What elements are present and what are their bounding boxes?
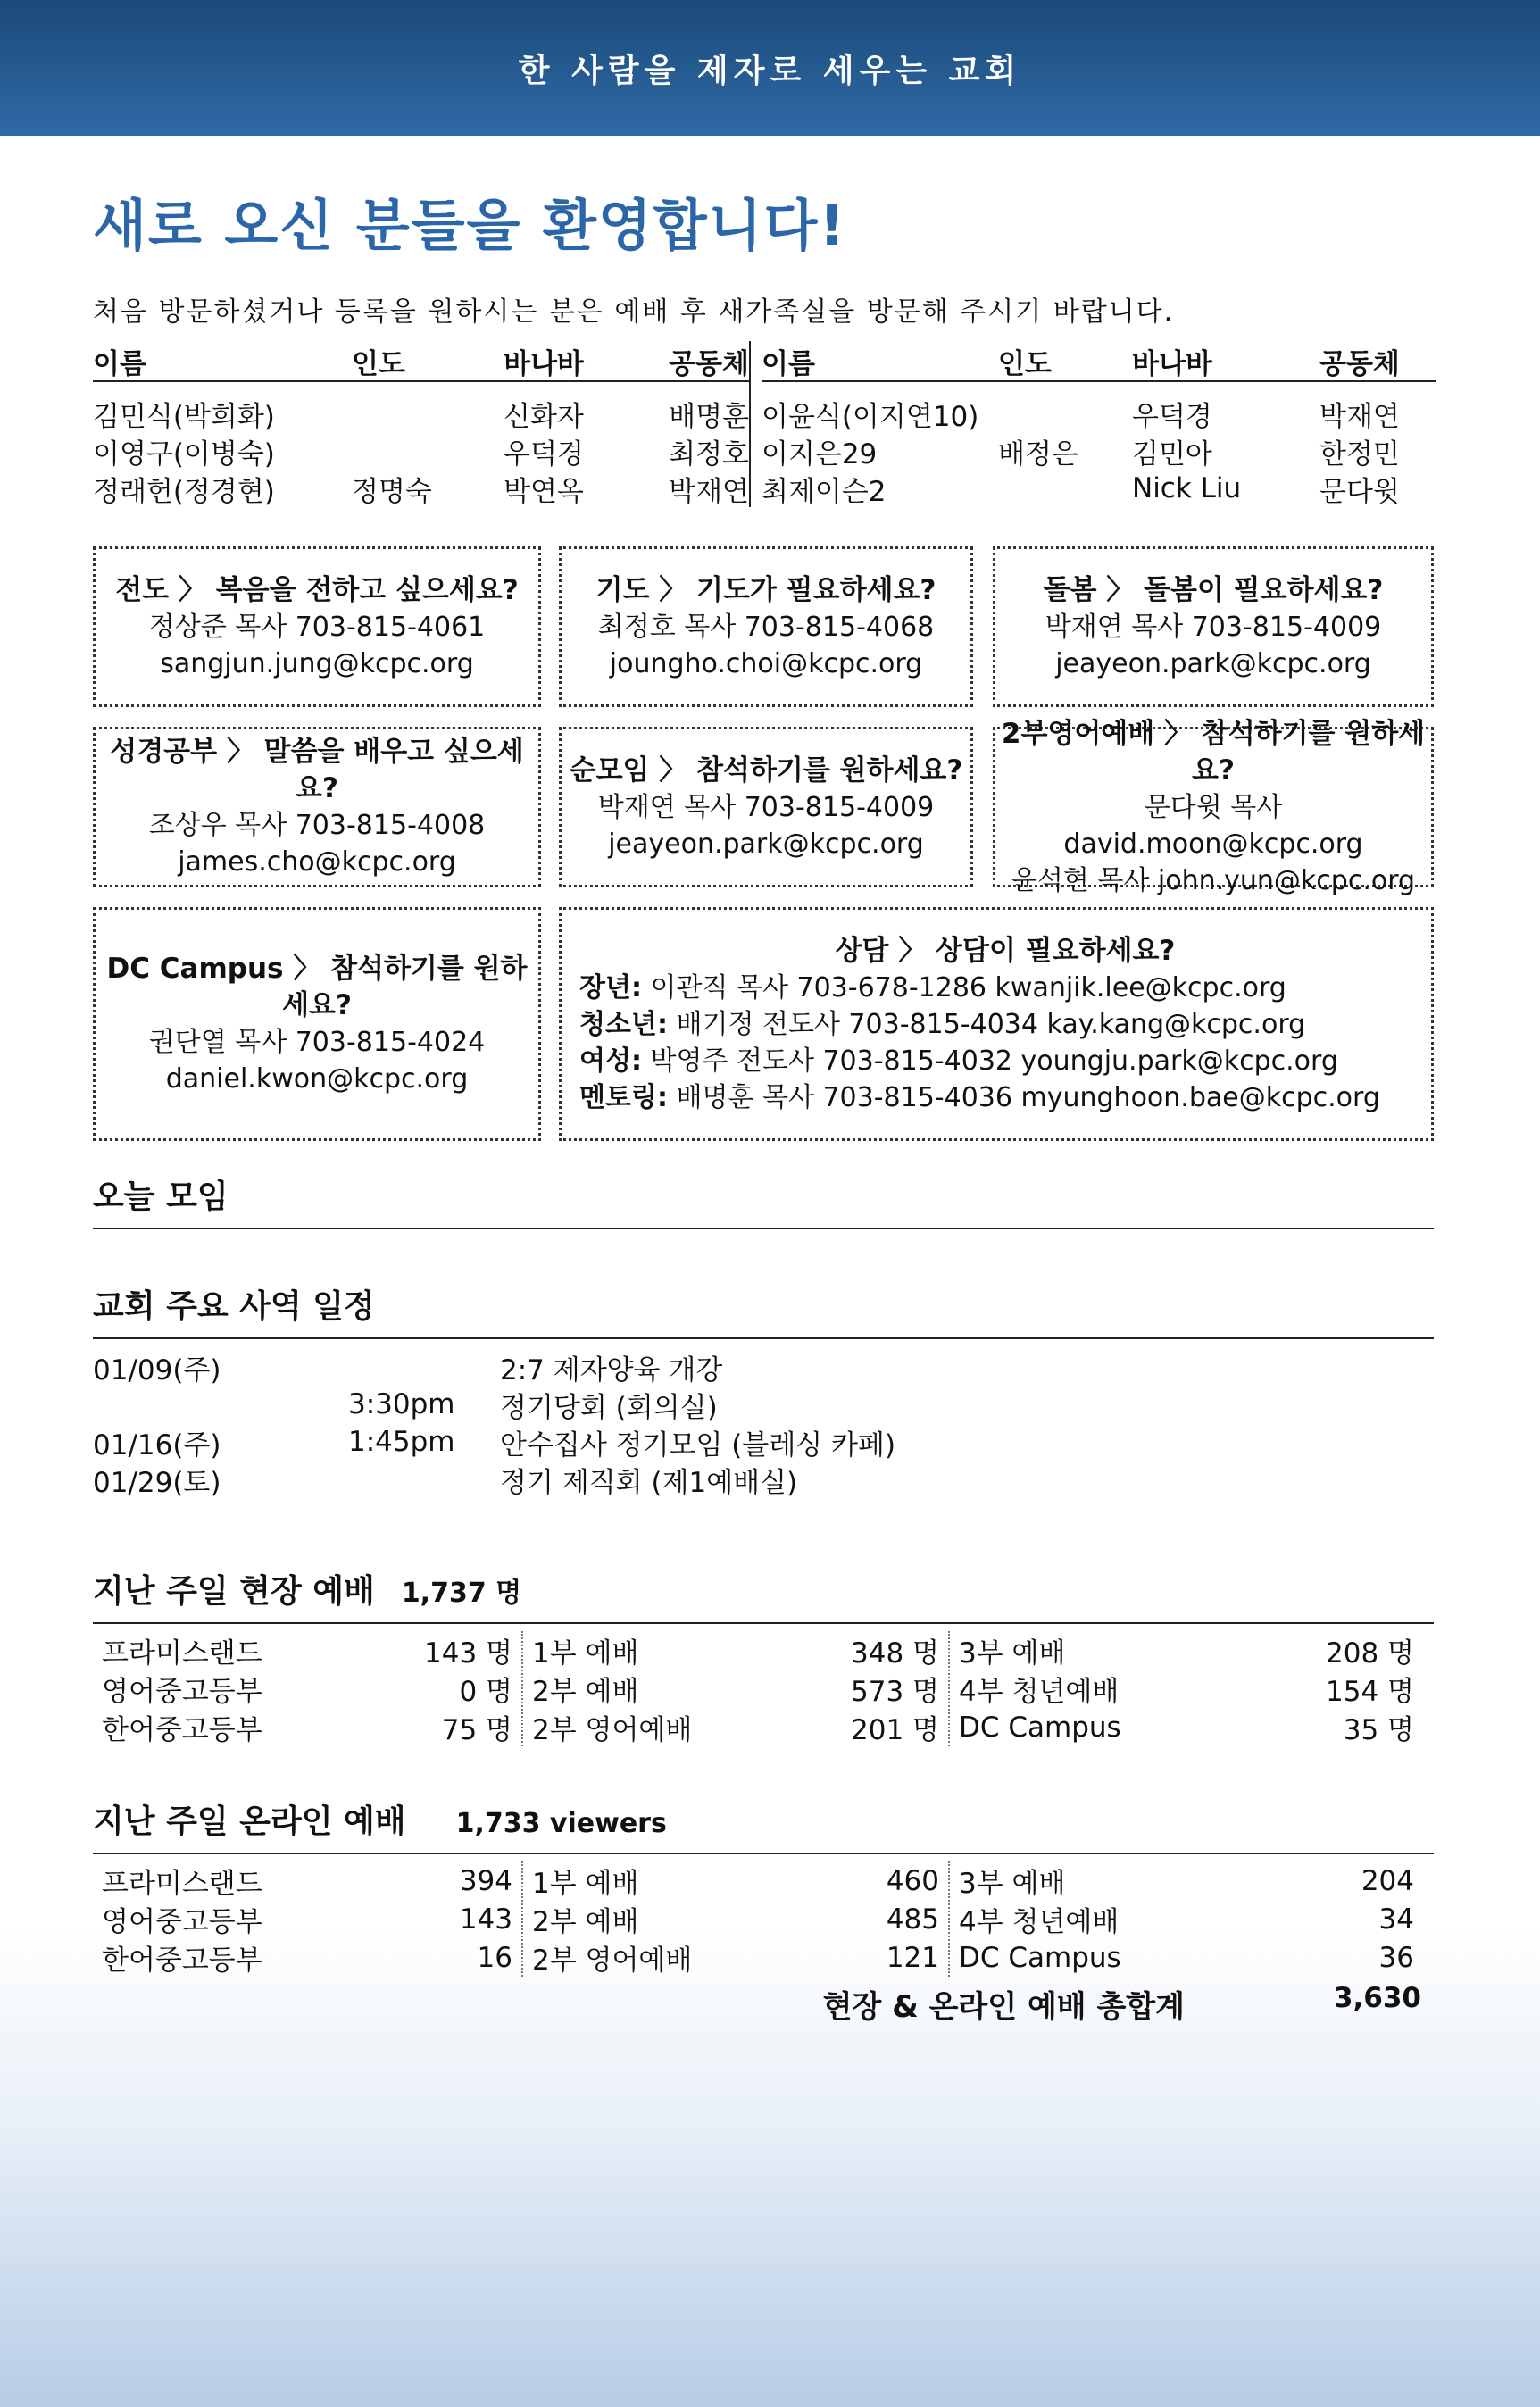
box-email[interactable]: joungho.choi@kcpc.org — [609, 647, 923, 679]
stat-label: DC Campus — [959, 1711, 1121, 1744]
onsite-stats — [93, 1631, 1434, 1746]
schedule-row — [93, 1423, 1434, 1461]
stat-value: 35 명 — [1343, 1714, 1414, 1746]
stat-value: 36 — [1378, 1941, 1414, 1974]
table-row — [93, 395, 749, 432]
cell: 정명숙 — [352, 475, 432, 508]
onsite-title: 지난 주일 현장 예배 — [93, 1573, 375, 1610]
stat-label: 프라미스랜드 — [102, 1637, 262, 1670]
schedule-row — [93, 1386, 1434, 1423]
cell-group-box — [559, 727, 973, 887]
stat-value: 201 명 — [851, 1714, 939, 1746]
stat-value: 154 명 — [1326, 1676, 1414, 1708]
box-title: DC Campus 〉 참석하기를 원하세요? — [106, 953, 528, 1021]
cell: 우덕경 — [504, 437, 584, 471]
stat-label: DC Campus — [959, 1941, 1121, 1974]
counsel-row — [579, 1079, 1431, 1116]
english-service-box — [993, 717, 1434, 896]
schedule-row — [93, 1348, 1434, 1386]
stat-label: 4부 청년예배 — [959, 1676, 1120, 1708]
onsite-section — [93, 1566, 1434, 1746]
bible-study-box — [93, 727, 541, 887]
stat-label: 3부 예배 — [959, 1868, 1066, 1900]
col-guide: 인도 — [998, 347, 1052, 380]
newcomer-table-left — [93, 341, 751, 507]
stat-row — [959, 1861, 1414, 1900]
cell: 이지은29 — [762, 437, 878, 471]
box-email[interactable]: sangjun.jung@kcpc.org — [160, 647, 474, 679]
welcome-intro: 처음 방문하셨거나 등록을 원하시는 분은 예배 후 새가족실을 방문해 주시기 바랍니다. — [93, 296, 1175, 328]
welcome-title: 새로 오신 분들을 환영합니다! — [93, 193, 846, 258]
stat-row — [959, 1938, 1414, 1977]
stat-column — [93, 1631, 521, 1746]
counsel-text: 이관직 목사 703-678-1286 kwanjik.lee@kcpc.org — [650, 971, 1286, 1004]
cell: 한정민 — [1319, 437, 1400, 471]
cell: 문다윗 — [1319, 475, 1400, 508]
sched-event: 정기 제직회 (제1예배실) — [500, 1466, 798, 1499]
ministry-boxes — [93, 546, 1434, 1171]
box-title: 순모임 〉 참석하기를 원하세요? — [569, 754, 963, 787]
box-contact: 박재연 목사 703-815-4009 — [597, 791, 935, 823]
box-title: 돌봄 〉 돌봄이 필요하세요? — [1043, 573, 1384, 606]
stat-value: 0 명 — [459, 1676, 512, 1708]
care-box — [993, 546, 1434, 707]
col-name: 이름 — [762, 347, 815, 380]
stat-column — [93, 1861, 521, 1977]
stat-row — [532, 1938, 939, 1977]
schedule-list — [93, 1348, 1434, 1498]
section-title — [93, 1566, 1434, 1624]
dc-campus-box — [93, 907, 541, 1141]
section-title: 오늘 모임 — [93, 1171, 1434, 1229]
stat-value: 121 — [886, 1941, 939, 1974]
stat-label: 2부 예배 — [532, 1676, 639, 1708]
section-title — [93, 1796, 1434, 1854]
stat-row — [959, 1900, 1414, 1938]
stat-value: 34 — [1378, 1903, 1414, 1936]
cell: 박재연 — [669, 475, 749, 508]
stat-label: 영어중고등부 — [102, 1676, 262, 1708]
stat-value: 143 명 — [424, 1637, 512, 1670]
box-contact: 권단열 목사 703-815-4024 — [148, 1027, 486, 1058]
box-title: 상담 〉 상담이 필요하세요? — [835, 934, 1176, 967]
stat-row — [959, 1708, 1414, 1746]
stat-row — [532, 1708, 939, 1746]
online-total: 1,733 viewers — [455, 1808, 667, 1839]
sched-time: 1:45pm — [348, 1426, 455, 1458]
col-community: 공동체 — [669, 347, 749, 380]
stat-value: 573 명 — [851, 1676, 939, 1708]
box-title: 2부영어예배 〉 참석하기를 원하세요? — [1001, 717, 1426, 787]
stat-row — [102, 1900, 512, 1938]
stat-column — [521, 1861, 950, 1977]
stat-label: 2부 영어예배 — [532, 1714, 693, 1746]
cell: 우덕경 — [1132, 400, 1212, 433]
header-banner — [0, 0, 1540, 136]
stat-row — [959, 1670, 1414, 1708]
stat-column — [950, 1631, 1423, 1746]
stat-value: 394 — [459, 1864, 512, 1897]
grand-total-label: 현장 & 온라인 예배 총합계 — [822, 1989, 1185, 2025]
stat-label: 한어중고등부 — [102, 1714, 262, 1746]
counseling-box — [559, 907, 1434, 1141]
col-guide: 인도 — [352, 347, 405, 380]
stat-row — [532, 1670, 939, 1708]
stat-row — [102, 1670, 512, 1708]
col-community: 공동체 — [1319, 347, 1400, 380]
counsel-label: 청소년: — [579, 1008, 668, 1040]
cell: 배명훈 — [669, 400, 749, 433]
sched-date: 01/16(주) — [93, 1428, 221, 1462]
schedule-section — [93, 1281, 1434, 1498]
col-barnabas: 바나바 — [504, 347, 584, 380]
newcomer-table — [93, 341, 1434, 507]
stat-column — [950, 1861, 1423, 1977]
stat-value: 460 — [886, 1864, 939, 1897]
box-title: 기도 〉 기도가 필요하세요? — [595, 573, 936, 606]
stat-label: 프라미스랜드 — [102, 1868, 262, 1900]
table-row — [762, 470, 1436, 507]
sched-date: 01/29(토) — [93, 1466, 221, 1499]
cell: 김민식(박희화) — [93, 400, 275, 433]
sched-event: 2:7 제자양육 개강 — [500, 1353, 723, 1387]
box-contact: 문다윗 목사 david.moon@kcpc.org — [1063, 791, 1363, 860]
page-content — [93, 193, 1434, 2026]
cell: 박재연 — [1319, 400, 1400, 433]
stat-column — [521, 1631, 950, 1746]
stat-row — [102, 1631, 512, 1670]
stat-label: 한어중고등부 — [102, 1945, 262, 1977]
box-contact: 최정호 목사 703-815-4068 — [597, 611, 935, 643]
stat-value: 208 명 — [1326, 1637, 1414, 1670]
stat-row — [532, 1861, 939, 1900]
counsel-text: 배기정 전도사 703-815-4034 kay.kang@kcpc.org — [676, 1008, 1306, 1040]
counsel-text: 배명훈 목사 703-815-4036 myunghoon.bae@kcpc.org — [676, 1081, 1380, 1113]
stat-value: 16 — [477, 1941, 512, 1974]
stat-label: 1부 예배 — [532, 1868, 639, 1900]
stat-value: 75 명 — [441, 1714, 512, 1746]
table-row — [762, 432, 1436, 470]
stat-label: 1부 예배 — [532, 1637, 639, 1670]
table-row — [762, 395, 1436, 432]
sched-date: 01/09(주) — [93, 1353, 221, 1387]
box-contact: 조상우 목사 703-815-4008 — [148, 810, 486, 841]
prayer-box — [559, 546, 973, 707]
counsel-row — [579, 1006, 1431, 1043]
cell: 최제이슨2 — [762, 475, 887, 508]
stat-label: 4부 청년예배 — [959, 1906, 1120, 1938]
cell: 신화자 — [504, 400, 584, 433]
col-name: 이름 — [93, 347, 146, 380]
box-email[interactable]: jeayeon.park@kcpc.org — [608, 828, 924, 860]
stat-value: 204 — [1361, 1864, 1414, 1897]
onsite-total: 1,737 명 — [401, 1578, 522, 1609]
stat-value: 348 명 — [851, 1637, 939, 1670]
stat-label: 3부 예배 — [959, 1637, 1066, 1670]
today-section — [93, 1171, 1434, 1229]
counsel-label: 여성: — [579, 1045, 642, 1077]
online-stats — [93, 1861, 1434, 1977]
cell: 배정은 — [998, 437, 1078, 471]
cell: 이윤식(이지연10) — [762, 400, 979, 433]
box-contact: 박재연 목사 703-815-4009 — [1045, 611, 1382, 643]
stat-row — [532, 1631, 939, 1670]
counsel-row — [579, 970, 1431, 1006]
stat-row — [532, 1900, 939, 1938]
stat-row — [102, 1708, 512, 1746]
sched-event: 정기당회 (회의실) — [500, 1391, 718, 1424]
stat-value: 143 — [459, 1903, 512, 1936]
cell: 이영구(이병숙) — [93, 437, 275, 471]
counsel-label: 멘토링: — [579, 1081, 668, 1113]
counsel-row — [579, 1043, 1431, 1079]
newcomer-table-right — [762, 341, 1436, 507]
box-email[interactable]: jeayeon.park@kcpc.org — [1055, 647, 1371, 679]
cell: 김민아 — [1132, 437, 1212, 471]
schedule-row — [93, 1461, 1434, 1498]
stat-label: 2부 예배 — [532, 1906, 639, 1938]
stat-row — [959, 1631, 1414, 1670]
evangelism-box — [93, 546, 541, 707]
table-row — [93, 470, 749, 507]
section-title: 교회 주요 사역 일정 — [93, 1281, 1434, 1339]
box-email[interactable]: daniel.kwon@kcpc.org — [165, 1063, 469, 1095]
counsel-text: 박영주 전도사 703-815-4032 youngju.park@kcpc.org — [650, 1045, 1338, 1077]
online-title: 지난 주일 온라인 예배 — [93, 1803, 406, 1840]
table-row — [93, 432, 749, 470]
cell: 최정호 — [669, 437, 749, 471]
stat-label: 2부 영어예배 — [532, 1945, 693, 1977]
cell: 박연옥 — [504, 475, 584, 508]
sched-time: 3:30pm — [348, 1388, 455, 1420]
box-contact: 정상준 목사 703-815-4061 — [148, 611, 486, 643]
box-title: 전도 〉 복음을 전하고 싶으세요? — [115, 573, 519, 606]
online-section — [93, 1796, 1434, 2026]
stat-row — [102, 1938, 512, 1977]
cell: 정래헌(정경현) — [93, 475, 275, 508]
stat-row — [102, 1861, 512, 1900]
table-header — [762, 341, 1436, 382]
cell: Nick Liu — [1132, 472, 1242, 504]
col-barnabas: 바나바 — [1132, 347, 1212, 380]
sched-event: 안수집사 정기모임 (블레싱 카페) — [500, 1428, 896, 1462]
grand-total — [93, 1982, 1434, 2026]
box-contact-2: 윤석현 목사 john.yun@kcpc.org — [1011, 864, 1416, 896]
box-email[interactable]: james.cho@kcpc.org — [178, 846, 456, 878]
table-header — [93, 341, 749, 382]
banner-text: 한 사람을 제자로 세우는 교회 — [518, 52, 1022, 89]
box-title: 성경공부 〉 말씀을 배우고 싶으세요? — [110, 736, 524, 804]
grand-total-value: 3,630 — [1333, 1982, 1421, 2014]
stat-value: 485 — [886, 1903, 939, 1936]
stat-label: 영어중고등부 — [102, 1906, 262, 1938]
counsel-label: 장년: — [579, 971, 642, 1004]
